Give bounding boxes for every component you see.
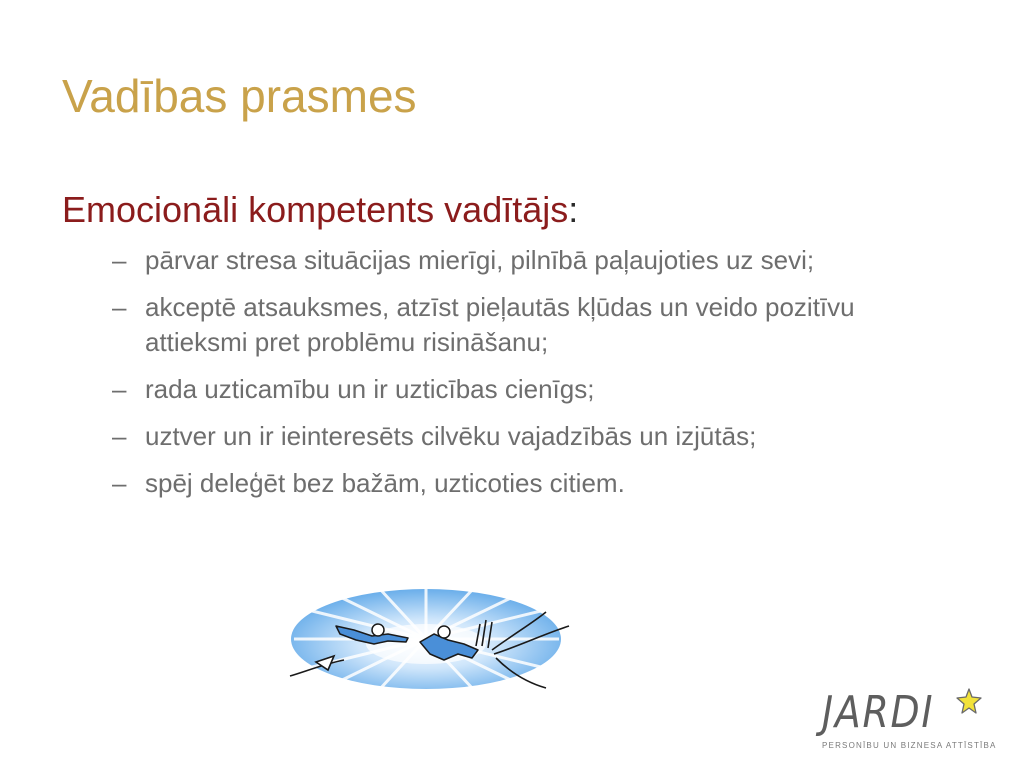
bullet-item xyxy=(112,243,912,278)
bullet-text: spēj deleģēt bez bažām, uzticoties citiem. xyxy=(145,468,625,498)
logo-wordmark: JARDI xyxy=(822,687,935,738)
bullet-item xyxy=(112,372,912,407)
bullet-dash: – xyxy=(112,292,127,322)
logo-tagline: PERSONĪBU UN BIZNESA ATTĪSTĪBA xyxy=(822,741,997,750)
star-icon xyxy=(956,688,982,714)
bullet-text: akceptē atsauksmes, atzīst pieļautās kļūdas un veido pozitīvu attieksmi pret problēmu risināšanu; xyxy=(145,292,855,357)
bullet-dash: – xyxy=(112,468,127,498)
slide-subtitle xyxy=(62,186,578,234)
slide-title: Vadības prasmes xyxy=(62,70,417,122)
subtitle-colon: : xyxy=(568,189,579,230)
bullet-dash: – xyxy=(112,245,127,275)
bullet-dash: – xyxy=(112,421,127,451)
subtitle-text: Emocionāli kompetents vadītājs xyxy=(62,189,569,230)
bullet-item xyxy=(112,290,912,360)
bullet-text: rada uzticamību un ir uzticības cienīgs; xyxy=(145,374,595,404)
bullet-text: pārvar stresa situācijas mierīgi, pilnībā paļaujoties uz sevi; xyxy=(145,245,815,275)
bullet-item xyxy=(112,419,912,454)
skydivers-burst-clipart xyxy=(284,584,574,694)
bullet-list xyxy=(112,243,912,513)
bullet-text: uztver un ir ieinteresēts cilvēku vajadzībās un izjūtās; xyxy=(145,421,757,451)
bullet-item xyxy=(112,466,912,501)
bullet-dash: – xyxy=(112,374,127,404)
jardi-logo xyxy=(818,688,998,758)
